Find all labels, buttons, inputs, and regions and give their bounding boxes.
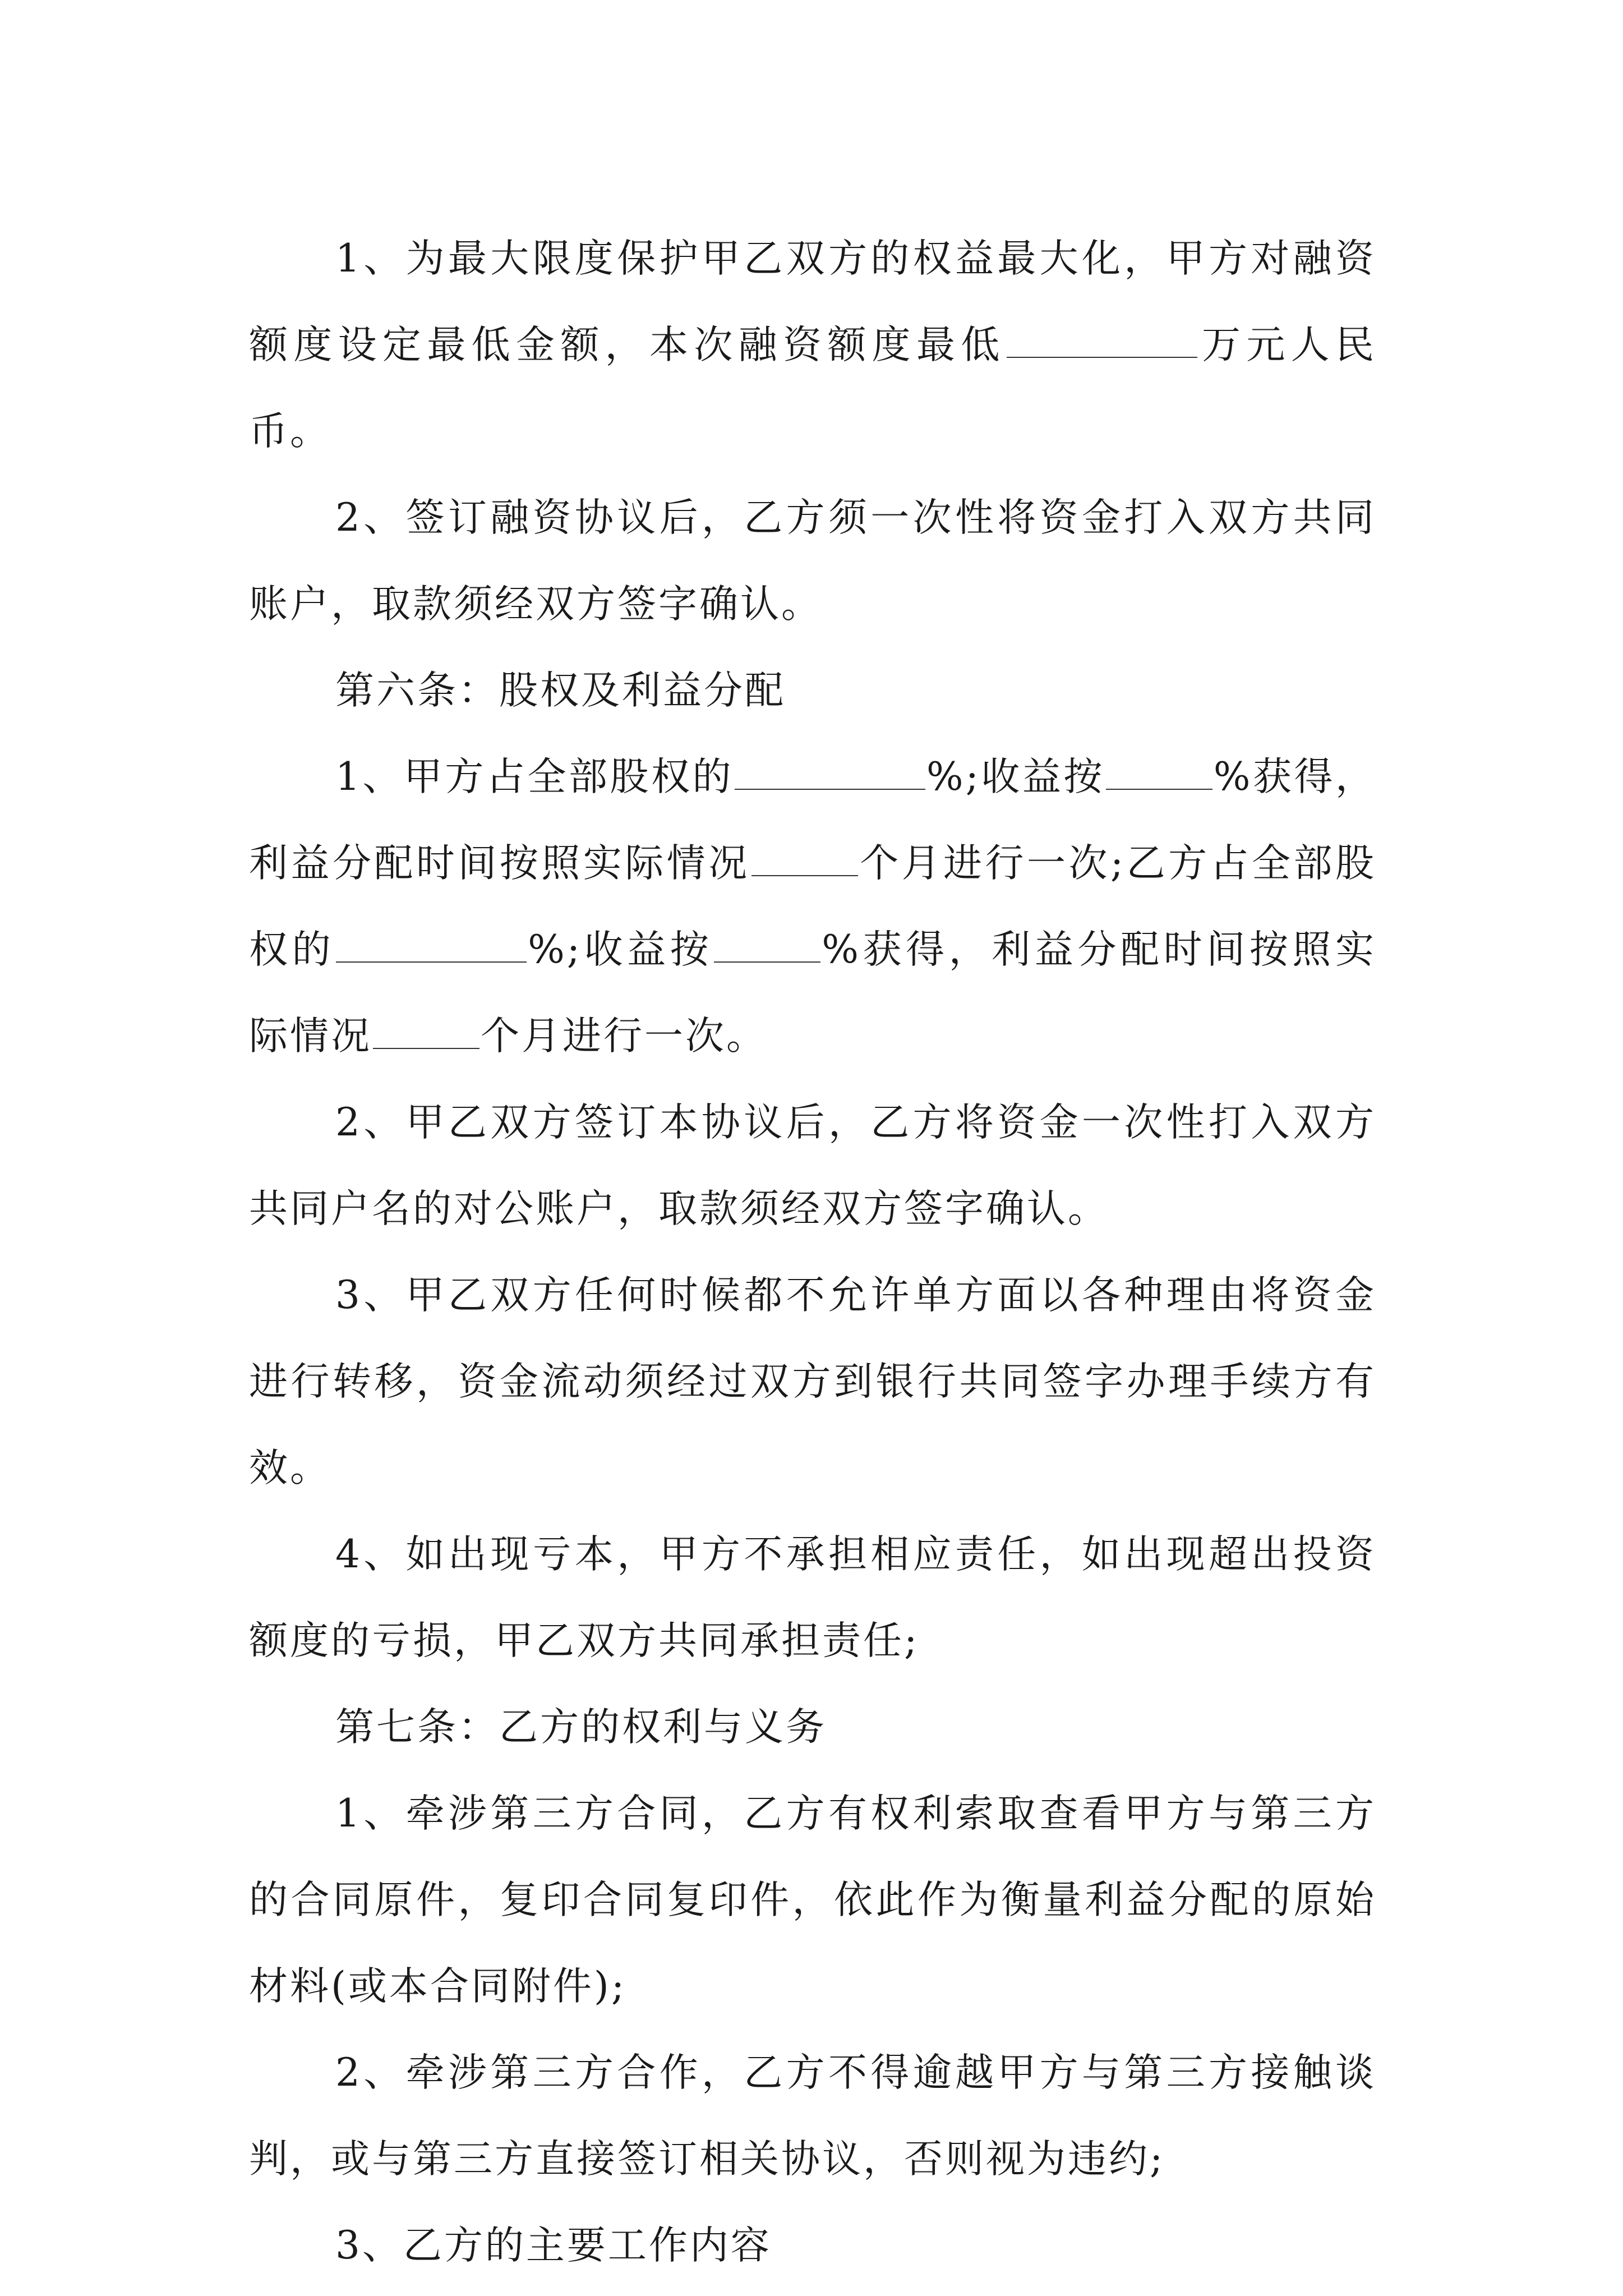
blank-minimum-amount — [1007, 323, 1197, 358]
blank-party-a-income — [1106, 755, 1212, 790]
document-body — [249, 215, 1376, 2289]
paragraph-text: 1、牵涉第三方合同，乙方有权利索取查看甲方与第三方的合同原件，复印合同复印件，依此作为衡量利益分配的原始材料(或本合同附件); — [249, 1791, 1376, 2009]
blank-party-b-equity — [336, 928, 527, 963]
article-7-heading — [249, 1684, 1376, 1770]
paragraph-text: 2、甲乙双方签订本协议后，乙方将资金一次性打入双方共同户名的对公账户，取款须经双方签字确认。 — [249, 1100, 1376, 1231]
blank-party-a-months — [751, 841, 858, 876]
paragraph-third-party-cooperation — [249, 2030, 1376, 2202]
paragraph-text: %;收益按 — [528, 927, 713, 972]
paragraph-text: 1、为最大限度保护甲乙双方的权益最大化，甲方对融资额度设定最低金额，本次融资额度最低 — [249, 236, 1376, 367]
blank-party-a-equity — [735, 755, 925, 790]
paragraph-financing-minimum — [249, 215, 1376, 475]
paragraph-equity-split — [249, 734, 1376, 1079]
paragraph-text: 3、乙方的主要工作内容 — [335, 2223, 772, 2268]
heading-text: 第七条：乙方的权利与义务 — [335, 1705, 827, 1750]
blank-party-b-income — [714, 928, 820, 963]
paragraph-joint-account — [249, 475, 1376, 647]
paragraph-third-party-contract — [249, 1770, 1376, 2030]
paragraph-corporate-account — [249, 1079, 1376, 1252]
paragraph-text: 2、牵涉第三方合作，乙方不得逾越甲方与第三方接触谈判，或与第三方直接签订相关协议，否则视为违约; — [249, 2050, 1376, 2182]
paragraph-text: 万元人民币。 — [249, 323, 1377, 454]
paragraph-text: 个月进行一次;乙方占全部股权的 — [249, 841, 1376, 972]
paragraph-text: 2、签订融资协议后，乙方须一次性将资金打入双方共同账户，取款须经双方签字确认。 — [249, 495, 1376, 627]
paragraph-text: 个月进行一次。 — [481, 1014, 767, 1059]
blank-party-b-months — [373, 1014, 479, 1049]
heading-text: 第六条：股权及利益分配 — [335, 668, 786, 713]
article-6-heading — [249, 647, 1376, 734]
paragraph-no-transfer — [249, 1252, 1376, 1511]
paragraph-main-work — [249, 2202, 1376, 2289]
paragraph-text: 3、甲乙双方任何时候都不允许单方面以各种理由将资金进行转移，资金流动须经过双方到银行共同签字办理手续方有效。 — [249, 1273, 1376, 1490]
paragraph-text: 1、甲方占全部股权的 — [335, 754, 734, 799]
paragraph-text: 4、如出现亏本，甲方不承担相应责任，如出现超出投资额度的亏损，甲乙双方共同承担责任; — [249, 1532, 1376, 1663]
paragraph-text: %;收益按 — [926, 754, 1105, 799]
paragraph-loss-liability — [249, 1511, 1376, 1684]
paragraph-text: %获得，利益分配时间按照实际情况 — [249, 754, 1376, 886]
paragraph-text: %获得，利益分配时间按照实际情况 — [249, 927, 1376, 1059]
